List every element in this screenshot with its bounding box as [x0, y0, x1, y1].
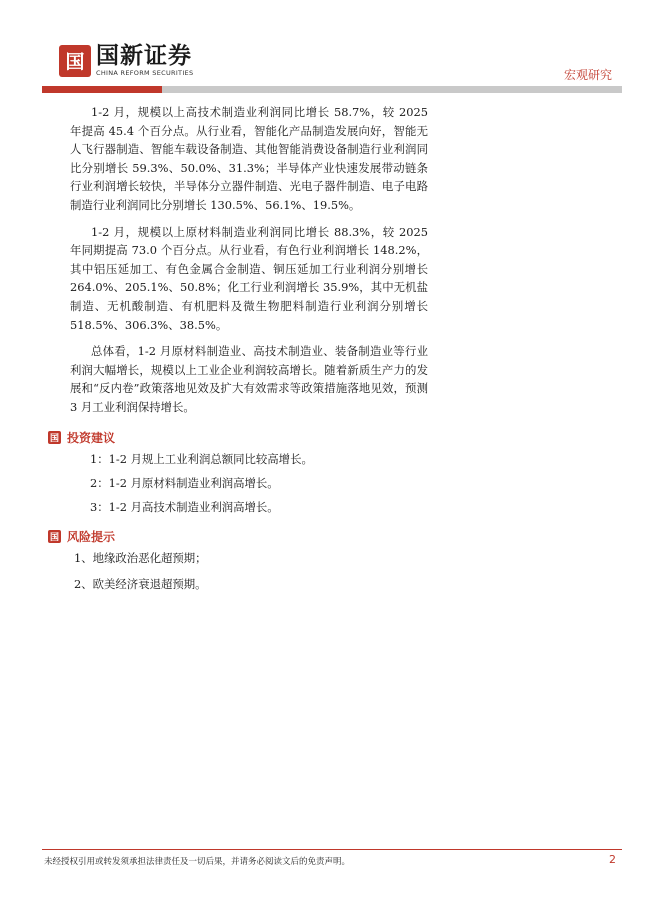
investment-item: 1：1-2 月规上工业利润总额同比较高增长。: [90, 451, 313, 466]
logo-name-en: CHINA REFORM SECURITIES: [96, 69, 194, 77]
section-logo-icon: 国: [48, 431, 61, 444]
company-logo: [59, 44, 193, 77]
section-logo-icon: 国: [48, 530, 61, 543]
footer-divider: [42, 849, 622, 850]
paragraph-high-tech: 1-2 月，规模以上高技术制造业利润同比增长 58.7%，较 2025 年提高 45.4 个百分点。从行业看，智能化产品制造发展向好，智能无人飞行器制造、智能车载设备制造、其他智能消费设备制造行业利润同比分别增长 59.3%、50.0%、31.3%；半导体产业快速发展带动链条行业利润增长较快，半导体分立器件制造、光电子器件制造、电子电路制造行业利润同比分别增长 130.5%、56.1%、19.5%。: [70, 105, 428, 212]
investment-item: 2：1-2 月原材料制造业利润高增长。: [90, 475, 279, 490]
risk-item: 2、欧美经济衰退超预期。: [74, 576, 207, 591]
logo-mark-icon: 国: [59, 45, 91, 77]
risk-section-header: [48, 528, 428, 545]
paragraph-summary: 总体看，1-2 月原材料制造业、高技术制造业、装备制造业等行业利润大幅增长，规模以上工业企业利润较高增长。随着新质生产力的发展和“反内卷”政策落地见效及扩大有效需求等政策措施落地见效，预测 3 月工业利润保持增长。: [70, 344, 428, 414]
header-divider-accent: [42, 86, 162, 93]
risk-item: 1、地缘政治恶化超预期；: [74, 550, 207, 565]
paragraph-raw-materials: 1-2 月，规模以上原材料制造业利润同比增长 88.3%，较 2025 年同期提高 73.0 个百分点。从行业看，有色行业利润增长 148.2%，其中铝压延加工、有色金属合金制造、铜压延加工行业利润分别增长 264.0%、205.1%、50.8%；化工行业利润增长 35.9%，其中无机盐制造、无机酸制造、有机肥料及微生物肥料制造行业利润分别增长 518.5%、306.3%、38.5%。: [70, 224, 428, 332]
investment-section-title: 投资建议: [67, 430, 116, 445]
page-number: 2: [609, 853, 616, 866]
investment-section-header: [48, 429, 428, 446]
report-category: 宏观研究: [563, 68, 612, 82]
logo-name-cn: 国新证券: [96, 43, 192, 69]
investment-item: 3：1-2 月高技术制造业利润高增长。: [90, 499, 279, 514]
risk-section-title: 风险提示: [67, 529, 116, 544]
report-body: [49, 103, 428, 601]
footer-disclaimer: 未经授权引用或转发须承担法律责任及一切后果，并请务必阅读文后的免责声明。: [44, 857, 351, 867]
